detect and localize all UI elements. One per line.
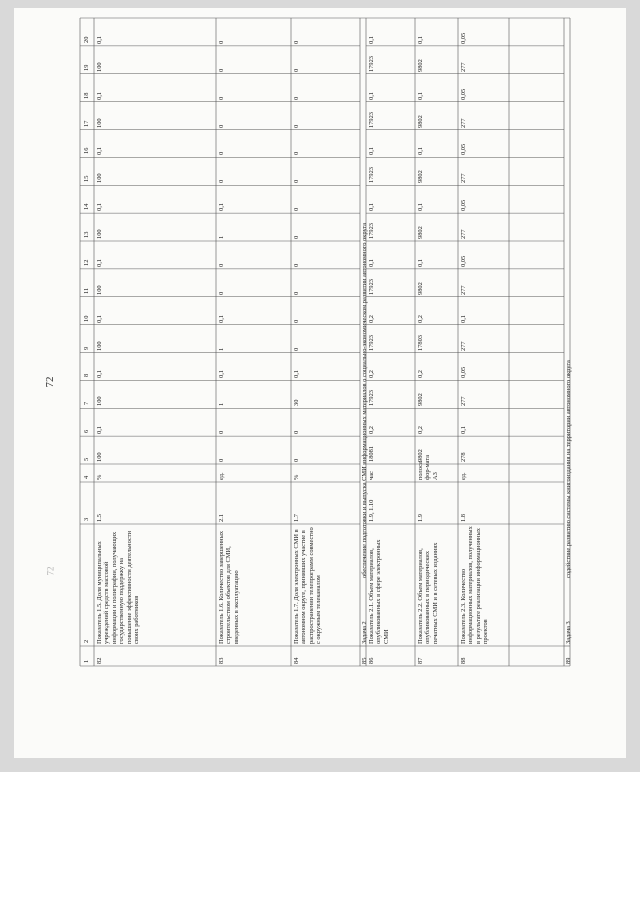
task-row-number-text: 85: [360, 657, 368, 664]
row-number-83-text: 83: [218, 657, 225, 664]
value-84-5-text: 0: [293, 458, 300, 462]
value-88-12-text: 0,05: [460, 255, 467, 267]
header-cell-4-text: 4: [83, 475, 90, 479]
reference-86-text: 1.9, 1.10: [368, 499, 375, 522]
reference-88-text: 1.8: [460, 514, 467, 522]
header-cell-15-text: 15: [83, 175, 90, 183]
value-83-15-text: 0: [218, 180, 225, 184]
indicator-name-83-text: Показатель 1.6. Количество завершенных строительством объектов для СМИ, введенных в эксплуатацию: [218, 530, 240, 644]
value-84-17-text: 0: [293, 124, 300, 128]
unit-82-text: %: [96, 474, 103, 480]
header-cell-6-text: 6: [83, 429, 90, 434]
task-label-text: Задача 3: [564, 621, 572, 644]
value-88-13-text: 277: [460, 229, 467, 239]
value-82-13-text: 100: [96, 229, 103, 239]
value-83-6-text: 0: [218, 430, 225, 435]
value-84-14-text: 0: [293, 207, 300, 212]
value-87-10-text: 0,2: [417, 314, 424, 323]
value-82-6-text: 0,1: [96, 426, 103, 435]
value-84-7-text: 30: [293, 399, 300, 407]
value-83-7-text: 1: [218, 403, 225, 407]
header-cell-10-text: 10: [83, 315, 90, 322]
value-83-18-text: 0: [218, 96, 225, 100]
value-82-18-text: 0,1: [96, 91, 103, 100]
header-cell-14-text: 14: [83, 203, 90, 211]
value-82-14-text: 0,1: [96, 203, 103, 212]
value-88-5-text: 278: [460, 452, 467, 462]
value-82-5-text: 100: [96, 452, 103, 462]
value-86-5-text: 18081: [368, 446, 375, 462]
unit-86-text: час: [368, 471, 375, 480]
header-cell-7-text: 7: [83, 402, 90, 406]
value-86-8-text: 0,2: [368, 370, 375, 379]
indicator-name-84-text: Показатель 1.7. Доля электронных СМИ в автономном округе, принявших участие в распространении телепрограмм совместно с окружным телеканалом: [293, 527, 323, 644]
table-grid: [80, 18, 570, 666]
header-cell-8-text: 8: [83, 374, 90, 378]
value-82-19-text: 100: [96, 62, 103, 72]
value-83-10-text: 0,1: [218, 314, 225, 323]
value-86-13-text: 17923: [368, 223, 375, 239]
value-83-5-text: 0: [218, 458, 225, 462]
value-86-12-text: 0,1: [368, 258, 375, 267]
value-86-9-text: 17923: [368, 334, 375, 351]
value-86-19-text: 17923: [368, 55, 375, 72]
value-84-20-text: 0: [293, 40, 300, 44]
value-84-15-text: 0: [293, 180, 300, 184]
value-83-20-text: 0: [218, 40, 225, 44]
page-number-text: 72: [44, 376, 56, 388]
bleed-through-text: 72: [45, 566, 56, 576]
value-82-17-text: 100: [96, 117, 103, 128]
value-88-15-text: 277: [460, 173, 467, 184]
row-number-87-text: 87: [417, 657, 424, 664]
value-87-14-text: 0,1: [417, 203, 424, 212]
value-86-16-text: 0,1: [368, 147, 375, 156]
value-84-13-text: 0: [293, 235, 300, 239]
value-84-18-text: 0: [293, 96, 300, 100]
value-83-19-text: 0: [218, 68, 225, 72]
value-88-19-text: 277: [460, 62, 467, 72]
row-number-82-text: 82: [96, 657, 103, 664]
value-84-9-text: 0: [293, 347, 300, 351]
value-84-8-text: 0,1: [293, 370, 300, 379]
value-84-19-text: 0: [293, 68, 300, 72]
value-84-6-text: 0: [293, 430, 300, 435]
value-83-9-text: 1: [218, 347, 225, 351]
header-cell-11-text: 11: [83, 287, 90, 294]
value-82-20-text: 0,1: [96, 35, 103, 44]
header-cell-13-text: 13: [83, 231, 90, 238]
header-cell-17-text: 17: [83, 120, 90, 127]
value-86-17-text: 17923: [368, 111, 375, 128]
header-cell-18-text: 18: [83, 92, 90, 99]
page-number: [40, 370, 56, 394]
value-82-15-text: 100: [96, 173, 103, 184]
value-82-11-text: 100: [96, 285, 103, 295]
value-82-8-text: 0,1: [96, 370, 103, 379]
value-87-12-text: 0,1: [417, 258, 424, 267]
value-86-14-text: 0,1: [368, 203, 375, 212]
row-number-88-text: 88: [460, 657, 467, 664]
value-84-11-text: 0: [293, 291, 300, 295]
value-88-20-text: 0,05: [460, 32, 467, 44]
value-87-6-text: 0,2: [417, 426, 424, 435]
value-87-18-text: 0,1: [417, 91, 424, 100]
header-cell-19-text: 19: [83, 64, 90, 71]
unit-87-text: полоса фор-мата А3: [417, 454, 439, 480]
task-label-text: Задача 2: [360, 621, 368, 644]
header-cell-3-text: 3: [83, 517, 90, 521]
value-86-18-text: 0,1: [368, 91, 375, 100]
value-84-12-text: 0: [293, 263, 300, 267]
reference-83-text: 2.1: [218, 514, 225, 522]
value-83-17-text: 0: [218, 124, 225, 128]
value-87-5-text: 9802: [417, 449, 424, 462]
row-number-84-text: 84: [293, 657, 300, 664]
unit-88-text: ед.: [460, 472, 467, 480]
indicator-name-87-text: Показатель 2.2. Объем материалов, опубликованных в периодических печатных СМИ и в сетевых изданиях: [417, 542, 439, 644]
reference-84-text: 1.7: [293, 514, 300, 522]
value-87-7-text: 9802: [417, 393, 424, 407]
value-88-18-text: 0,05: [460, 88, 467, 100]
value-88-6-text: 0,1: [460, 426, 467, 435]
row-number-86-text: 86: [368, 657, 375, 664]
value-87-8-text: 0,2: [417, 370, 424, 379]
header-cell-16-text: 16: [83, 147, 90, 155]
value-88-14-text: 0,05: [460, 199, 467, 212]
value-82-7-text: 100: [96, 396, 103, 407]
value-82-10-text: 0,1: [96, 314, 103, 323]
value-86-6-text: 0,2: [368, 426, 375, 435]
indicator-name-86-text: Показатель 2.1. Объем материалов, опубликованных в сфере электронных СМИ: [368, 539, 390, 644]
header-cell-12-text: 12: [83, 259, 90, 266]
task-row-number-text: 89: [564, 657, 572, 664]
unit-83-text: ед.: [218, 472, 225, 480]
reference-82-text: 1.5: [96, 514, 103, 522]
value-88-8-text: 0,05: [460, 367, 467, 379]
value-83-16-text: 0: [218, 152, 225, 156]
value-87-16-text: 0,1: [417, 147, 424, 156]
header-cell-5-text: 5: [83, 457, 90, 461]
value-86-7-text: 17923: [368, 390, 375, 407]
header-cell-9-text: 9: [83, 346, 90, 350]
header-cell-1-text: 1: [83, 659, 90, 663]
value-87-11-text: 9802: [417, 281, 424, 295]
value-83-13-text: 1: [218, 235, 225, 239]
value-83-8-text: 0,1: [218, 370, 225, 379]
value-82-9-text: 100: [96, 340, 103, 351]
value-87-19-text: 9802: [417, 58, 424, 72]
value-88-16-text: 0,05: [460, 144, 467, 156]
value-83-14-text: 0,1: [218, 203, 225, 212]
value-88-7-text: 277: [460, 396, 467, 407]
value-86-20-text: 0,1: [368, 35, 375, 44]
value-88-11-text: 277: [460, 285, 467, 295]
reference-87-text: 1.9: [417, 514, 424, 522]
value-88-17-text: 277: [460, 117, 467, 128]
value-87-15-text: 9802: [417, 170, 424, 184]
value-87-20-text: 0,1: [417, 35, 424, 44]
header-cell-2-text: 2: [83, 639, 90, 643]
task-description-text: содействие развитию системы книгоиздания на территории автономного округа: [564, 360, 572, 578]
indicator-name-82-text: Показатель 1.5. Доля муниципальных учреждений средств массовой информации и полиграфии, получающих государственную поддержку на повышение эффективности деятельности своих работников: [96, 530, 141, 644]
value-84-16-text: 0: [293, 152, 300, 156]
value-88-10-text: 0,1: [460, 314, 467, 323]
indicator-name-88-text: Показатель 2.3. Количество информационных материалов, полученных в результате реализации информационных проектов: [460, 526, 490, 644]
value-83-11-text: 0: [218, 291, 225, 295]
value-86-15-text: 17923: [368, 167, 375, 184]
value-87-17-text: 9802: [417, 114, 424, 128]
value-86-11-text: 17923: [368, 278, 375, 295]
data-table: [80, 18, 570, 666]
header-cell-20-text: 20: [83, 36, 90, 43]
value-86-10-text: 0,2: [368, 314, 375, 323]
value-83-12-text: 0: [218, 263, 225, 267]
value-87-9-text: 17803: [417, 334, 424, 351]
value-82-12-text: 0,1: [96, 258, 103, 267]
task-description-text: обеспечение подготовки и выпуска СМИ информационных материалов о социально-экономическом развитии автономного округа: [360, 222, 368, 578]
value-84-10-text: 0: [293, 319, 300, 323]
value-82-16-text: 0,1: [96, 147, 103, 156]
unit-84-text: %: [293, 474, 300, 480]
value-87-13-text: 9802: [417, 226, 424, 239]
value-88-9-text: 277: [460, 340, 467, 351]
